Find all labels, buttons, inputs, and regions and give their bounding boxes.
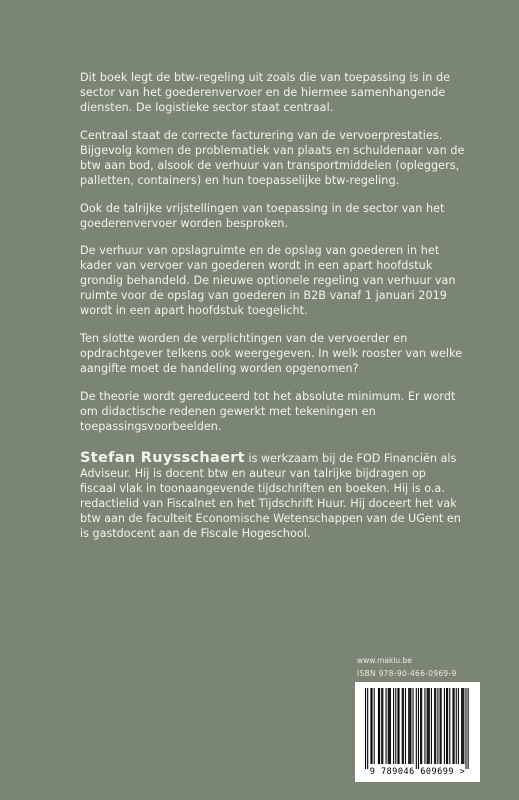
barcode-bar — [428, 688, 429, 764]
barcode-bar — [418, 688, 419, 769]
description-paragraph-3: Ook de talrijke vrijstellingen van toepassing in de sector van het goederenvervoer worden besproken. — [80, 202, 445, 230]
barcode-bar — [431, 688, 432, 764]
barcode-bar — [381, 688, 382, 764]
publisher-info — [357, 656, 477, 678]
author-name: Stefan Ruysschaert — [80, 450, 245, 466]
barcode-bar — [379, 688, 380, 764]
barcode-bar — [388, 688, 389, 764]
barcode-bar — [405, 688, 406, 764]
barcode-bar — [440, 688, 441, 764]
barcode-bar — [456, 688, 457, 764]
barcode-bar — [403, 688, 404, 764]
barcode-bar — [454, 688, 455, 764]
barcode-bar — [370, 688, 371, 764]
barcode-bar — [382, 688, 383, 764]
barcode-bar — [395, 688, 396, 764]
barcode-bar — [398, 688, 399, 764]
barcode-bar — [463, 688, 464, 764]
barcode-bar — [408, 688, 409, 764]
barcode-bar — [452, 688, 453, 764]
description-paragraph-4: De verhuur van opslagruimte en de opslag van goederen in het kader van vervoer van goederen wordt in een apart hoofdstuk grondig behandeld. De nieuwe optionele regeling van verhuur van ruimte voor de opslag van goederen in B2B vanaf 1 januari 2019 wordt in een apart hoofdstuk toegelicht. — [80, 244, 456, 317]
publisher-url: www.maklu.be — [357, 656, 412, 665]
barcode-bar — [421, 688, 422, 764]
barcode-bar — [378, 688, 379, 764]
barcode-bar — [374, 688, 375, 764]
barcode-bar — [465, 688, 466, 769]
barcode-bar — [427, 688, 428, 764]
description-paragraph-2: Centraal staat de correcte facturering van de vervoerprestaties. Bijgevolg komen de problematiek van plaats en schuldenaar van de btw aan bod, alsook de verhuur van transportmiddelen (opleggers, palletten, containers) en hun toepasselijke btw-regeling. — [80, 129, 465, 187]
barcode-bar — [447, 688, 448, 764]
barcode-bar — [409, 688, 410, 764]
barcode-digits: 9 789046 609699 > — [369, 767, 466, 777]
barcode-bar — [437, 688, 438, 764]
barcode-bar — [390, 688, 391, 764]
barcode-bar — [458, 688, 459, 764]
barcode-bar — [397, 688, 398, 764]
barcode-bar — [420, 688, 421, 764]
barcode-bar — [429, 688, 430, 764]
barcode-bar — [416, 688, 417, 769]
description-paragraph-6: De theorie wordt gereduceerd tot het absolute minimum. Er wordt om didactische redenen gewerkt met tekeningen en toepassingsvoorbeelden. — [80, 390, 456, 433]
barcode-bar — [413, 688, 414, 764]
barcode-bar — [446, 688, 447, 764]
barcode-bar — [365, 688, 366, 769]
barcode-bar — [435, 688, 436, 764]
barcode — [355, 682, 480, 782]
barcode-bar — [386, 688, 387, 764]
barcode-bar — [393, 688, 394, 764]
barcode-bar — [441, 688, 442, 764]
description-paragraph-5: Ten slotte worden de verplichtingen van de vervoerder en opdrachtgever telkens ook weergegeven. In welk rooster van welke aangifte moet de handeling worden opgenomen? — [80, 332, 463, 375]
barcode-bar — [424, 688, 425, 764]
barcode-bar — [444, 688, 445, 764]
author-bio-text: is werkzaam bij de FOD Financiën als Adviseur. Hij is docent btw en auteur van talrijke bijdragen op fiscaal vlak in toonaangevende tijdschriften en boeken. Hij is o.a. redactielid van Fiscalnet en het Tijdschrift Huur. Hij doceert het vak btw aan de faculteit Economische Wetenschappen van de UGent en is gastdocent aan de Fiscale Hogeschool. — [80, 452, 461, 540]
barcode-bar — [402, 688, 403, 764]
barcode-bar — [410, 688, 411, 764]
barcode-bar — [371, 688, 372, 764]
barcode-bar — [462, 688, 463, 764]
barcode-bar — [389, 688, 390, 764]
author-bio — [80, 451, 465, 541]
barcode-bar — [434, 688, 435, 764]
barcode-bar — [461, 688, 462, 764]
barcode-bar — [367, 688, 368, 769]
barcode-bar — [449, 688, 450, 764]
isbn-label: ISBN 978-90-466-0969-9 — [357, 669, 457, 678]
description-paragraph-1: Dit boek legt de btw-regeling uit zoals die van toepassing is in de sector van het goederenvervoer en de hiermee samenhangende diensten. De logistieke sector staat centraal. — [80, 71, 451, 114]
barcode-bar — [468, 688, 469, 769]
